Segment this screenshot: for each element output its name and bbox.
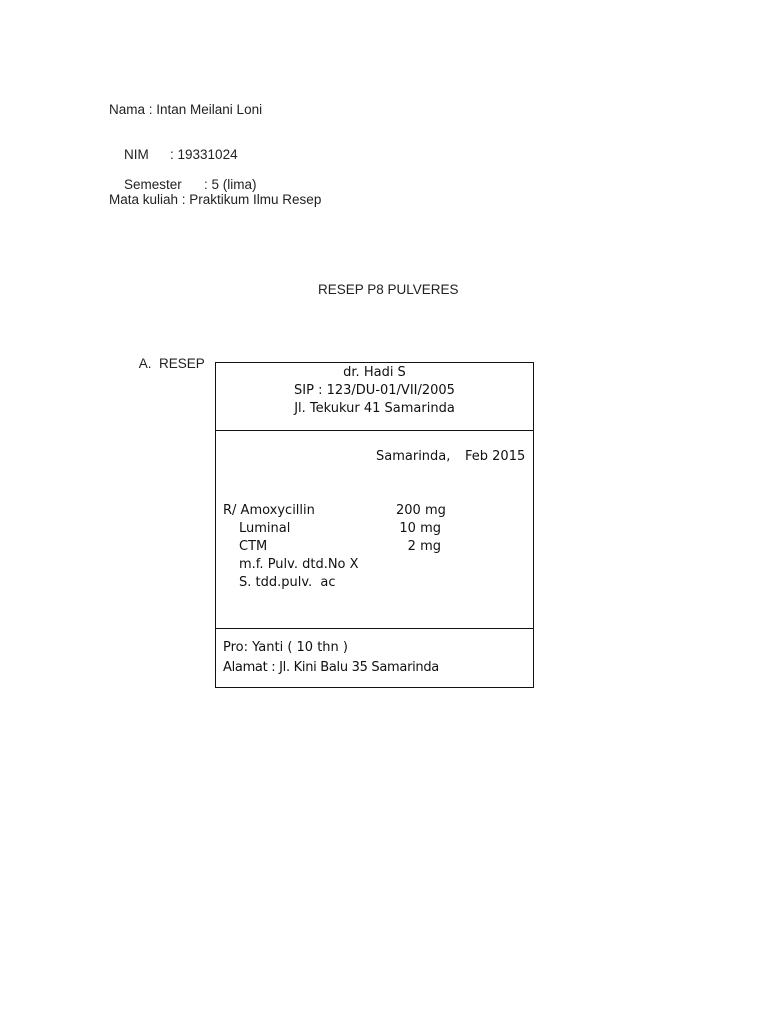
prescription-box [215,362,534,688]
section-marker: A. [138,356,152,371]
prescription-date: Feb 2015 [465,449,526,464]
compounding-instruction: m.f. Pulv. dtd.No X [239,557,359,572]
semester-value: : 5 (lima) [204,177,257,192]
patient-name: Pro: Yanti ( 10 thn ) [223,640,348,655]
section-heading [132,341,205,371]
student-course: Mata kuliah : Praktikum Ilmu Resep [109,192,322,207]
semester-label: Semester [124,177,182,192]
drug-name: R/ Amoxycillin [223,503,315,518]
doctor-address: Jl. Tekukur 41 Samarinda [294,401,455,416]
patient-address: Alamat : Jl. Kini Balu 35 Samarinda [223,660,439,675]
drug-name: CTM [239,539,268,554]
drug-dose: 2 mg [407,539,441,554]
nim-value: : 19331024 [170,147,238,162]
drug-name: Luminal [239,521,291,536]
drug-dose: 10 mg [399,521,441,536]
drug-dose: 200 mg [396,503,446,518]
usage-instruction: S. tdd.pulv. ac [239,575,336,590]
doctor-name: dr. Hadi S [343,365,406,380]
section-label: RESEP [159,356,205,371]
prescription-header [216,363,533,431]
prescription-footer [216,629,533,678]
student-name: Nama : Intan Meilani Loni [109,102,263,117]
nim-label: NIM [124,147,149,162]
page-title: RESEP P8 PULVERES [318,282,459,297]
doctor-sip: SIP : 123/DU-01/VII/2005 [294,383,455,398]
prescription-body [216,431,533,629]
prescription-city: Samarinda, [376,449,451,464]
